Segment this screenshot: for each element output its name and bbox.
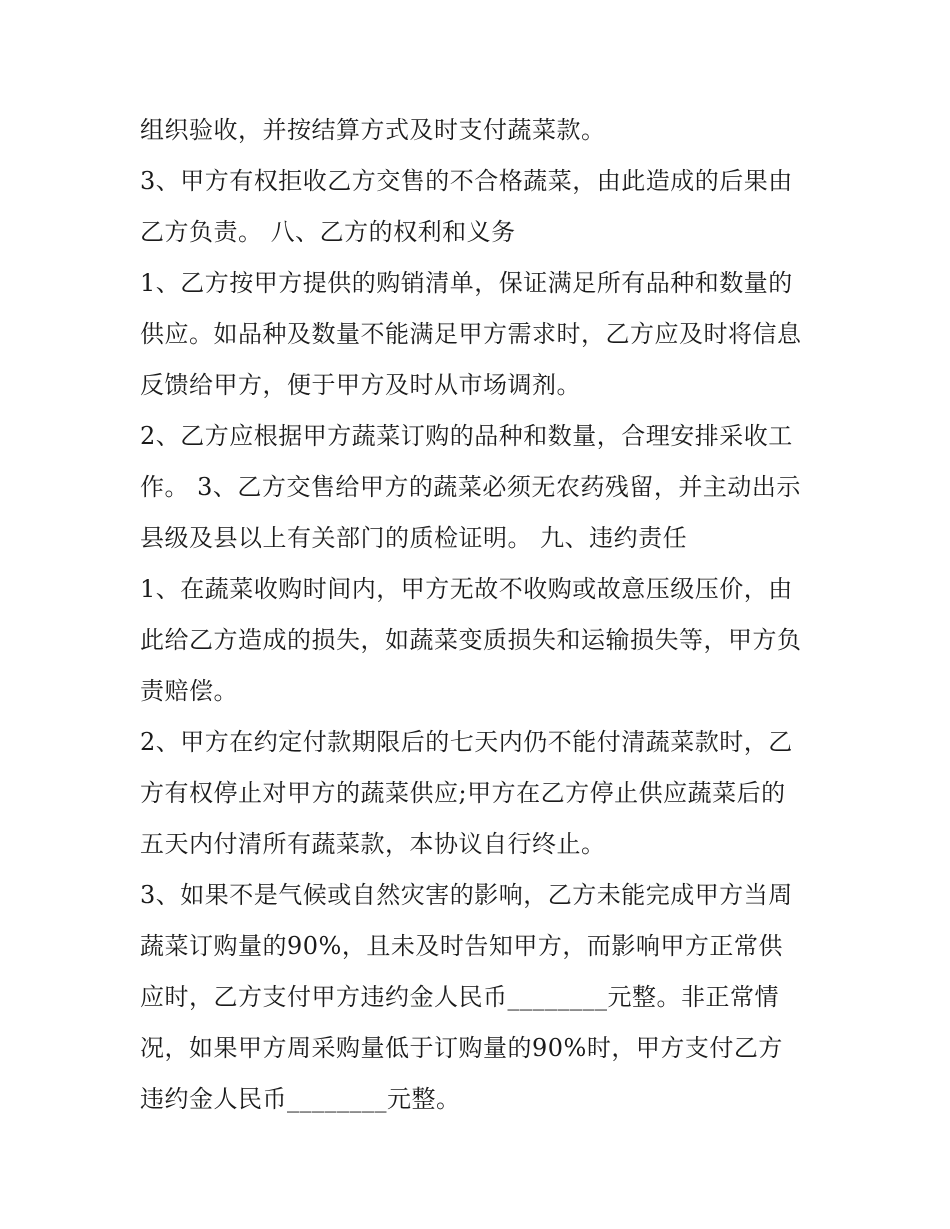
- text-line: 五天内付清所有蔬菜款，本协议自行终止。: [140, 830, 606, 858]
- text-line: 1、乙方按甲方提供的购销清单，保证满足所有品种和数量的: [140, 269, 793, 297]
- text-line: 乙方负责。 八、乙方的权利和义务: [140, 218, 516, 246]
- text-line: 蔬菜订购量的90%，且未及时告知甲方，而影响甲方正常供: [140, 932, 783, 960]
- text-line: 应时，乙方支付甲方违约金人民币________元整。非正常情: [140, 983, 779, 1011]
- text-line: 县级及县以上有关部门的质检证明。 九、违约责任: [140, 524, 688, 552]
- text-line: 况，如果甲方周采购量低于订购量的90%时，甲方支付乙方: [140, 1034, 783, 1062]
- document-body: [140, 105, 830, 1125]
- text-line: 1、在蔬菜收购时间内，甲方无故不收购或故意压级压价，由: [140, 575, 793, 603]
- text-line: 组织验收，并按结算方式及时支付蔬菜款。: [140, 116, 606, 144]
- text-line: 此给乙方造成的损失，如蔬菜变质损失和运输损失等，甲方负: [140, 626, 802, 654]
- text-line: 违约金人民币________元整。: [140, 1085, 461, 1113]
- text-line: 供应。如品种及数量不能满足甲方需求时，乙方应及时将信息: [140, 320, 802, 348]
- text-line: 2、甲方在约定付款期限后的七天内仍不能付清蔬菜款时，乙: [140, 728, 793, 756]
- text-line: 3、如果不是气候或自然灾害的影响，乙方未能完成甲方当周: [140, 881, 793, 909]
- text-line: 反馈给甲方，便于甲方及时从市场调剂。: [140, 371, 581, 399]
- text-line: 方有权停止对甲方的蔬菜供应;甲方在乙方停止供应蔬菜后的: [140, 779, 786, 807]
- text-line: 3、甲方有权拒收乙方交售的不合格蔬菜，由此造成的后果由: [140, 167, 793, 195]
- text-line: 作。 3、乙方交售给甲方的蔬菜必须无农药残留，并主动出示: [140, 473, 801, 501]
- text-line: 责赔偿。: [140, 677, 238, 705]
- text-line: 2、乙方应根据甲方蔬菜订购的品种和数量，合理安排采收工: [140, 422, 793, 450]
